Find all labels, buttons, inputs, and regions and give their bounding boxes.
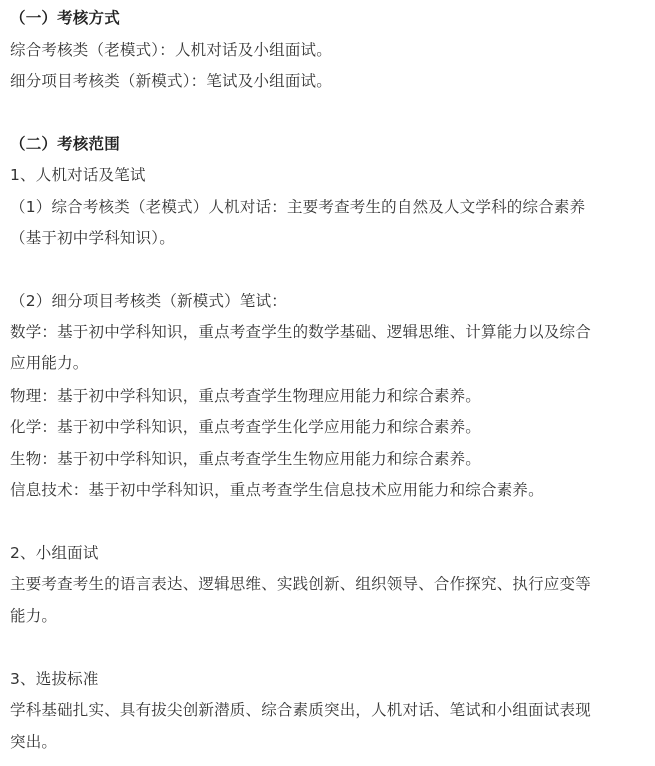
paragraph-line: 学科基础扎实、具有拔尖创新潜质、综合素质突出，人机对话、笔试和小组面试表现: [10, 701, 591, 719]
paragraph-line: 化学：基于初中学科知识，重点考查学生化学应用能力和综合素养。: [10, 418, 482, 436]
subsection-title: 2、小组面试: [10, 544, 99, 562]
section-heading-assessment-scope: （二）考核范围: [10, 135, 120, 153]
section-heading-assessment-method: （一）考核方式: [10, 9, 120, 27]
paragraph-line: （2）细分项目考核类（新模式）笔试：: [10, 292, 287, 310]
subsection-title: 3、选拔标准: [10, 670, 99, 688]
paragraph-line: 能力。: [10, 607, 58, 625]
paragraph-line: 细分项目考核类（新模式）：笔试及小组面试。: [10, 72, 332, 90]
paragraph-line: 突出。: [10, 733, 58, 751]
paragraph-line: （基于初中学科知识）。: [10, 229, 175, 247]
paragraph-line: 信息技术：基于初中学科知识，重点考查学生信息技术应用能力和综合素养。: [10, 481, 544, 499]
paragraph-line: 主要考查考生的语言表达、逻辑思维、实践创新、组织领导、合作探究、执行应变等: [10, 575, 591, 593]
subsection-title: 1、人机对话及笔试: [10, 166, 146, 184]
paragraph-line: 生物：基于初中学科知识，重点考查学生生物应用能力和综合素养。: [10, 450, 482, 468]
paragraph-line: 数学：基于初中学科知识，重点考查学生的数学基础、逻辑思维、计算能力以及综合: [10, 323, 591, 341]
paragraph-line: （1）综合考核类（老模式）人机对话：主要考查考生的自然及人文学科的综合素养: [10, 198, 586, 216]
paragraph-line: 综合考核类（老模式）：人机对话及小组面试。: [10, 41, 332, 59]
paragraph-line: 应用能力。: [10, 354, 89, 372]
paragraph-line: 物理：基于初中学科知识，重点考查学生物理应用能力和综合素养。: [10, 387, 482, 405]
